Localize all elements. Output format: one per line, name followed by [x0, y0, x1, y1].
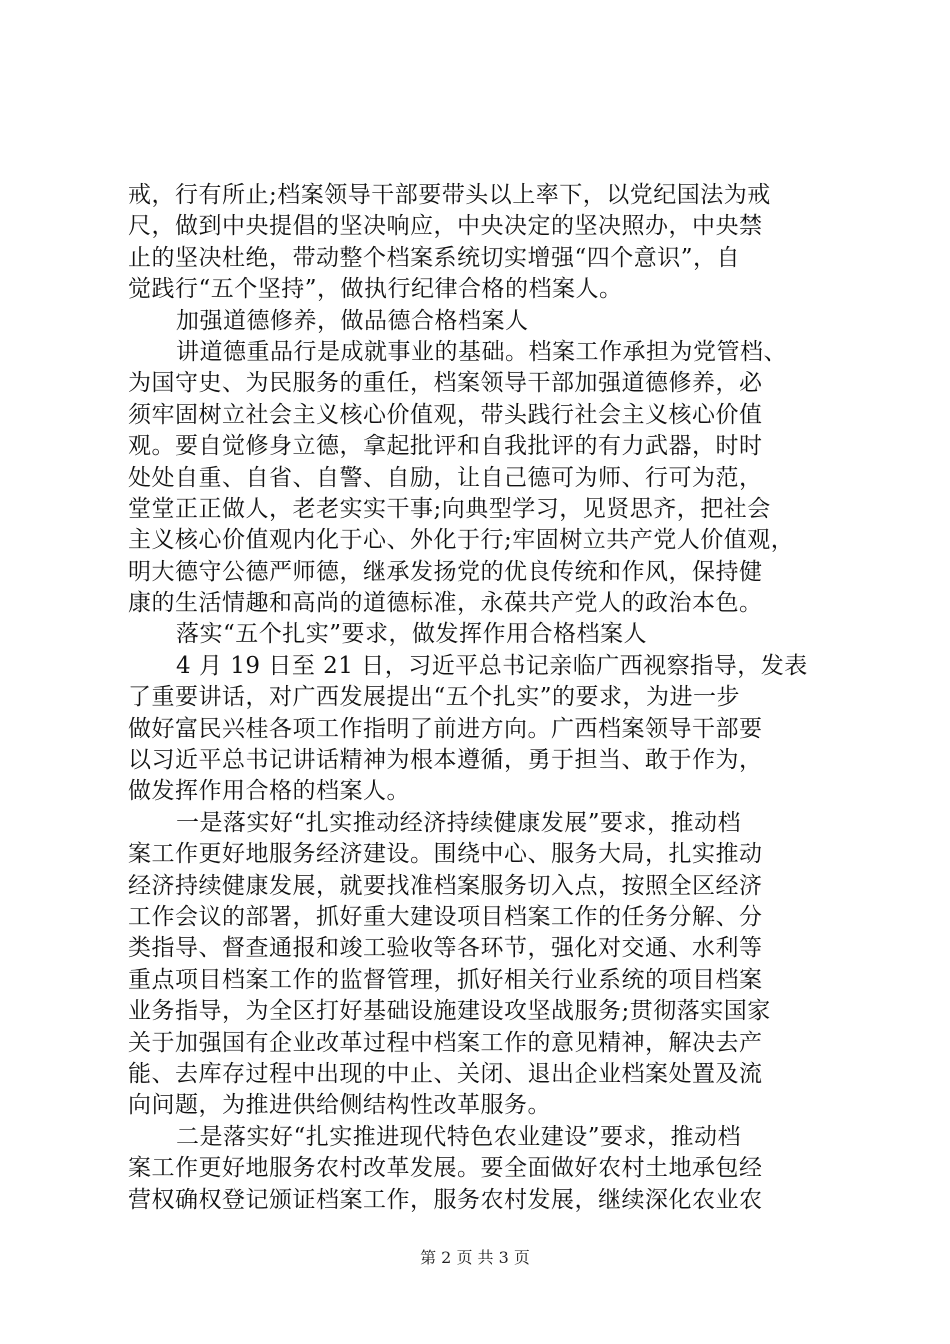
- text-line: 观。要自觉修身立德，拿起批评和自我批评的有力武器，时时: [128, 433, 763, 460]
- text-line: 一是落实好“扎实推动经济持续健康发展”要求，推动档: [176, 809, 742, 836]
- text-line: 讲道德重品行是成就事业的基础。档案工作承担为党管档、: [176, 338, 787, 365]
- text-line: 明大德守公德严师德，继承发扬党的优良传统和作风，保持健: [128, 558, 763, 585]
- text-line: 关于加强国有企业改革过程中档案工作的意见精神，解决去产: [128, 1029, 763, 1056]
- text-line: 了重要讲话，对广西发展提出“五个扎实”的要求，为进一步: [128, 684, 741, 711]
- text-line: 做发挥作用合格的档案人。: [128, 778, 410, 805]
- text-line: 处处自重、自省、自警、自励，让自己德可为师、行可为范，: [128, 464, 763, 491]
- text-line: 为国守史、为民服务的重任，档案领导干部加强道德修养，必: [128, 370, 763, 397]
- text-line: 4 月 19 日至 21 日，习近平总书记亲临广西视察指导，发表: [176, 652, 808, 679]
- text-line: 止的坚决杜绝，带动整个档案系统切实增强“四个意识”，自: [128, 244, 741, 271]
- text-line: 觉践行“五个坚持”，做执行纪律合格的档案人。: [128, 276, 623, 303]
- document-body: [128, 180, 828, 1216]
- text-line: 能、去库存过程中出现的中止、关闭、退出企业档案处置及流: [128, 1060, 763, 1087]
- text-line: 堂堂正正做人，老老实实干事;向典型学习，见贤思齐，把社会: [128, 495, 771, 522]
- text-line: 以习近平总书记讲话精神为根本遵循，勇于担当、敢于作为，: [128, 747, 763, 774]
- text-line: 二是落实好“扎实推进现代特色农业建设”要求，推动档: [176, 1123, 742, 1150]
- text-line: 业务指导，为全区打好基础设施建设攻坚战服务;贯彻落实国家: [128, 998, 771, 1025]
- text-line: 重点项目档案工作的监督管理，抓好相关行业系统的项目档案: [128, 966, 763, 993]
- text-line: 主义核心价值观内化于心、外化于行;牢固树立共产党人价值观，: [128, 527, 795, 554]
- text-line: 案工作更好地服务农村改革发展。要全面做好农村土地承包经: [128, 1155, 763, 1182]
- text-line: 戒，行有所止;档案领导干部要带头以上率下，以党纪国法为戒: [128, 182, 771, 208]
- text-line: 须牢固树立社会主义核心价值观，带头践行社会主义核心价值: [128, 401, 763, 428]
- text-line: 做好富民兴桂各项工作指明了前进方向。广西档案领导干部要: [128, 715, 763, 742]
- text-line: 向问题，为推进供给侧结构性改革服务。: [128, 1092, 551, 1119]
- text-line: 工作会议的部署，抓好重大建设项目档案工作的任务分解、分: [128, 903, 763, 930]
- text-line: 营权确权登记颁证档案工作，服务农村发展，继续深化农业农: [128, 1186, 763, 1213]
- text-line: 经济持续健康发展，就要找准档案服务切入点，按照全区经济: [128, 872, 763, 899]
- text-line: 尺，做到中央提倡的坚决响应，中央决定的坚决照办，中央禁: [128, 213, 763, 240]
- page-footer: 第 2 页 共 3 页: [420, 1248, 530, 1267]
- text-line: 类指导、督查通报和竣工验收等各环节，强化对交通、水利等: [128, 935, 763, 962]
- text-line: 落实“五个扎实”要求，做发挥作用合格档案人: [176, 621, 648, 648]
- text-line: 康的生活情趣和高尚的道德标准，永葆共产党人的政治本色。: [128, 590, 763, 617]
- text-line: 加强道德修养，做品德合格档案人: [176, 307, 529, 334]
- text-line: 案工作更好地服务经济建设。围绕中心、服务大局，扎实推动: [128, 841, 763, 868]
